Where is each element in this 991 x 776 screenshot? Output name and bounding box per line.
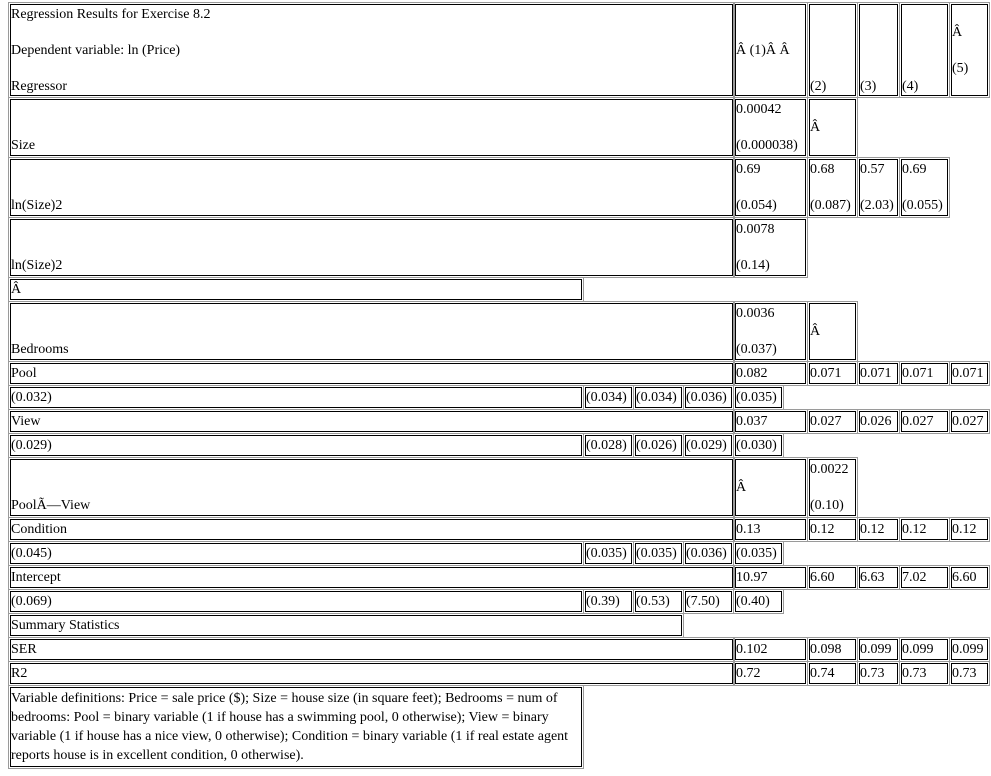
ser-c4: [901, 639, 948, 660]
row-poolview-c2: [809, 459, 856, 516]
row-lnsize2-c1: [735, 219, 806, 276]
row-poolview-c1: [735, 459, 806, 516]
intercept-label: Intercept: [11, 570, 61, 585]
view-label: View: [11, 414, 41, 429]
condition-c3-value: 0.12: [860, 522, 885, 537]
r2-c2: [809, 663, 856, 684]
lnsize-c3-se: (2.03): [860, 198, 894, 213]
row-size-label: [10, 99, 733, 156]
row-lnsize-c3: [859, 159, 898, 216]
row-pool-label: [10, 363, 733, 384]
size-se: (0.000038): [736, 138, 798, 153]
lnsize-c1-coef: 0.69: [736, 162, 761, 177]
row-blank: [10, 279, 582, 300]
row-lnsize-c1: [735, 159, 806, 216]
row-poolview-label: [10, 459, 733, 516]
row-pool-se-first: [10, 387, 582, 408]
lnsize2-label: ln(Size)2: [11, 258, 63, 273]
view-c3-value: 0.026: [860, 414, 892, 429]
ser-c4-value: 0.099: [902, 642, 934, 657]
view-se-c2: [635, 435, 682, 456]
pool-label: Pool: [11, 366, 37, 381]
intercept-se-c3-value: (7.50): [686, 594, 720, 609]
ser-c3-value: 0.099: [860, 642, 892, 657]
condition-se-c1-value: (0.035): [586, 546, 627, 561]
condition-c2-value: 0.12: [810, 522, 835, 537]
pool-c1: [735, 363, 806, 384]
variable-definitions: Variable definitions: Price = sale price ($); Size = house size (in square feet); Bedrooms = num of bedrooms: Pool = binary variable (1 if house has a swimming pool, 0 otherwise); View = binary variable (1 if house has a nice view, 0 otherwise); Condition = binary variable (1 if real estate agent reports house is in excellent condition, 0 otherwise).: [11, 691, 569, 763]
view-se-c4-value: (0.030): [736, 438, 777, 453]
condition-c5-value: 0.12: [952, 522, 977, 537]
pool-se-c3: [685, 387, 732, 408]
ser-label: SER: [11, 642, 37, 657]
r2-c3-value: 0.73: [860, 666, 885, 681]
lnsize-c2-coef: 0.68: [810, 162, 835, 177]
view-se-first: (0.029): [11, 438, 52, 453]
condition-se-c3-value: (0.036): [686, 546, 727, 561]
intercept-c5-value: 6.60: [952, 570, 977, 585]
size-c2-mark: Â: [810, 120, 821, 135]
intercept-c4: [901, 567, 948, 588]
view-c1: [735, 411, 806, 432]
pool-c4-value: 0.071: [902, 366, 934, 381]
condition-c4: [901, 519, 948, 540]
col-header-3: [859, 4, 898, 96]
poolview-se: (0.10): [810, 498, 844, 513]
ser-c3: [859, 639, 898, 660]
poolview-coef: 0.0022: [810, 462, 849, 477]
pool-c5: [951, 363, 988, 384]
condition-se-c2: [635, 543, 682, 564]
intercept-c1-value: 10.97: [736, 570, 768, 585]
condition-se-c4: [735, 543, 782, 564]
row-bedrooms-c1: [735, 303, 806, 360]
pool-c2-value: 0.071: [810, 366, 842, 381]
view-c1-value: 0.037: [736, 414, 768, 429]
bedrooms-se: (0.037): [736, 342, 777, 357]
condition-se-c4-value: (0.035): [736, 546, 777, 561]
pool-se-first: (0.032): [11, 390, 52, 405]
size-label: Size: [11, 138, 36, 153]
intercept-se-first: (0.069): [11, 594, 52, 609]
pool-c5-value: 0.071: [952, 366, 984, 381]
col-header-1-label: Â (1)Â Â: [736, 43, 790, 58]
col-header-3-label: (3): [860, 79, 877, 94]
ser-c5: [951, 639, 988, 660]
pool-se-c1: [585, 387, 632, 408]
pool-se-c4: [735, 387, 782, 408]
condition-label: Condition: [11, 522, 68, 537]
row-view-se-first: [10, 435, 582, 456]
condition-c1-value: 0.13: [736, 522, 761, 537]
row-size-c1: [735, 99, 806, 156]
col-header-5-label: (5): [952, 61, 969, 76]
bedrooms-c2-mark: Â: [810, 324, 821, 339]
col-header-2-label: (2): [810, 79, 827, 94]
col-header-4-label: (4): [902, 79, 919, 94]
intercept-c3-value: 6.63: [860, 570, 885, 585]
pool-c2: [809, 363, 856, 384]
view-c5-value: 0.027: [952, 414, 984, 429]
view-se-c4: [735, 435, 782, 456]
lnsize2-se: (0.14): [736, 258, 770, 273]
row-summary: [10, 615, 682, 636]
intercept-c2-value: 6.60: [810, 570, 835, 585]
bedrooms-label: Bedrooms: [11, 342, 69, 357]
col-header-2: [809, 4, 856, 96]
intercept-se-c3: [685, 591, 732, 612]
lnsize-c1-se: (0.054): [736, 198, 777, 213]
view-se-c2-value: (0.026): [636, 438, 677, 453]
ser-c5-value: 0.099: [952, 642, 984, 657]
r2-c1: [735, 663, 806, 684]
pool-c3: [859, 363, 898, 384]
intercept-se-c2-value: (0.53): [636, 594, 670, 609]
summary-label: Summary Statistics: [11, 618, 120, 633]
r2-label: R2: [11, 666, 28, 681]
intercept-se-c1: [585, 591, 632, 612]
intercept-se-c1-value: (0.39): [586, 594, 620, 609]
pool-se-c2-value: (0.034): [636, 390, 677, 405]
r2-c2-value: 0.74: [810, 666, 835, 681]
r2-c4-value: 0.73: [902, 666, 927, 681]
ser-c2-value: 0.098: [810, 642, 842, 657]
row-lnsize-c2: [809, 159, 856, 216]
intercept-se-c2: [635, 591, 682, 612]
condition-se-c3: [685, 543, 732, 564]
view-se-c1: [585, 435, 632, 456]
lnsize-c4-se: (0.055): [902, 198, 943, 213]
row-lnsize-label: [10, 159, 733, 216]
intercept-se-c4-value: (0.40): [736, 594, 770, 609]
condition-c1: [735, 519, 806, 540]
view-se-c3: [685, 435, 732, 456]
lnsize-c4-coef: 0.69: [902, 162, 927, 177]
r2-c4: [901, 663, 948, 684]
row-r2-label: [10, 663, 733, 684]
ser-c1-value: 0.102: [736, 642, 768, 657]
intercept-c1: [735, 567, 806, 588]
r2-c3: [859, 663, 898, 684]
view-c2: [809, 411, 856, 432]
intercept-c5: [951, 567, 988, 588]
definitions-cell: [10, 687, 582, 767]
view-c2-value: 0.027: [810, 414, 842, 429]
size-coef: 0.00042: [736, 102, 782, 117]
view-c5: [951, 411, 988, 432]
view-c3: [859, 411, 898, 432]
lnsize-c3-coef: 0.57: [860, 162, 885, 177]
pool-se-c4-value: (0.035): [736, 390, 777, 405]
r2-c5-value: 0.73: [952, 666, 977, 681]
intercept-se-c4: [735, 591, 782, 612]
pool-c4: [901, 363, 948, 384]
condition-c5: [951, 519, 988, 540]
regressor-header: Regressor: [11, 79, 67, 94]
row-lnsize-c4: [901, 159, 948, 216]
intercept-c3: [859, 567, 898, 588]
pool-c3-value: 0.071: [860, 366, 892, 381]
condition-c2: [809, 519, 856, 540]
bedrooms-coef: 0.0036: [736, 306, 775, 321]
header-cell: [10, 4, 733, 96]
ser-c1: [735, 639, 806, 660]
view-c4-value: 0.027: [902, 414, 934, 429]
condition-se-c1: [585, 543, 632, 564]
row-ser-label: [10, 639, 733, 660]
row-condition-label: [10, 519, 733, 540]
row-lnsize2-label: [10, 219, 733, 276]
condition-se-c2-value: (0.035): [636, 546, 677, 561]
view-se-c3-value: (0.029): [686, 438, 727, 453]
condition-se-first: (0.045): [11, 546, 52, 561]
row-size-c2: [809, 99, 856, 156]
col-header-1: [735, 4, 806, 96]
poolview-label: PoolÃ—View: [11, 498, 91, 513]
r2-c1-value: 0.72: [736, 666, 761, 681]
pool-se-c2: [635, 387, 682, 408]
intercept-c2: [809, 567, 856, 588]
row-bedrooms-label: [10, 303, 733, 360]
view-se-c1-value: (0.028): [586, 438, 627, 453]
col-header-5-mark: Â: [952, 25, 963, 40]
col-header-5: [951, 4, 988, 96]
row-view-label: [10, 411, 733, 432]
blank-mark: Â: [11, 282, 22, 297]
row-intercept-se-first: [10, 591, 582, 612]
row-condition-se-first: [10, 543, 582, 564]
intercept-c4-value: 7.02: [902, 570, 927, 585]
condition-c3: [859, 519, 898, 540]
poolview-c1-mark: Â: [736, 480, 747, 495]
r2-c5: [951, 663, 988, 684]
col-header-4: [901, 4, 948, 96]
ser-c2: [809, 639, 856, 660]
lnsize-label: ln(Size)2: [11, 198, 63, 213]
view-c4: [901, 411, 948, 432]
pool-c1-value: 0.082: [736, 366, 768, 381]
table-title: Regression Results for Exercise 8.2: [11, 7, 211, 22]
lnsize2-coef: 0.0078: [736, 222, 775, 237]
condition-c4-value: 0.12: [902, 522, 927, 537]
pool-se-c3-value: (0.036): [686, 390, 727, 405]
lnsize-c2-se: (0.087): [810, 198, 851, 213]
row-bedrooms-c2: [809, 303, 856, 360]
pool-se-c1-value: (0.034): [586, 390, 627, 405]
dependent-variable: Dependent variable: ln (Price): [11, 43, 181, 58]
row-intercept-label: [10, 567, 733, 588]
